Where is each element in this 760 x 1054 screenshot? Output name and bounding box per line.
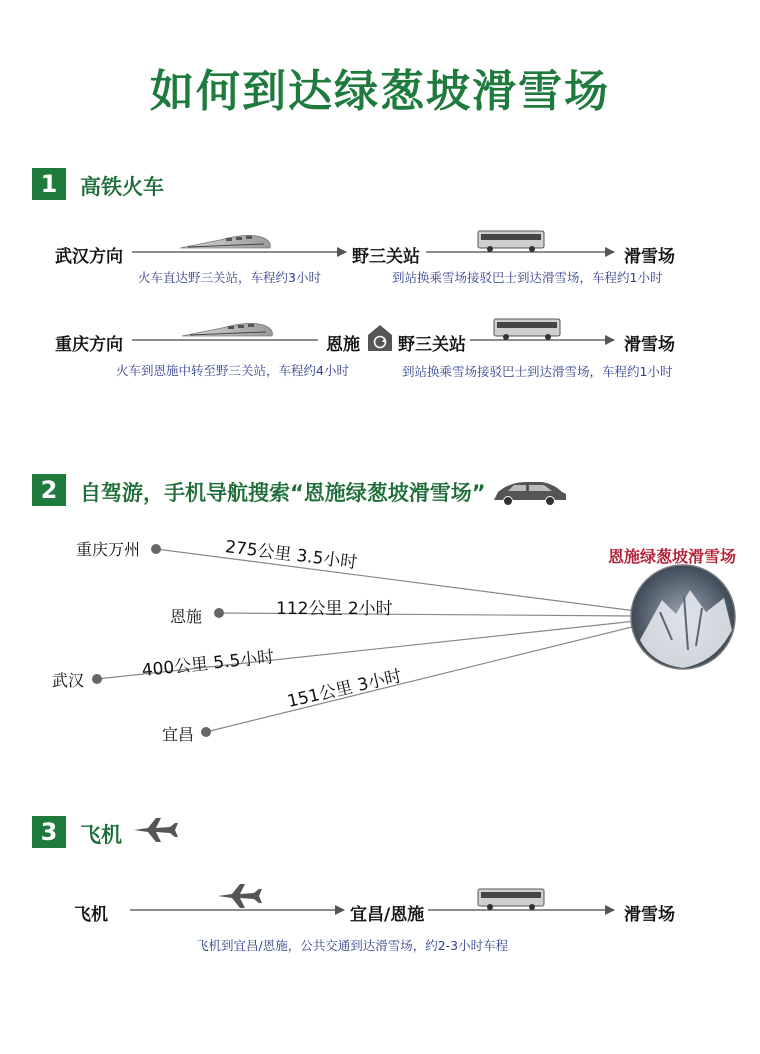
route1-stop: 野三关站: [352, 247, 420, 267]
route1-train-note: 火车直达野三关站，车程约3小时: [138, 270, 321, 285]
route2-train-note: 火车到恩施中转至野三关站，车程约4小时: [116, 363, 349, 378]
origin-dot: [214, 608, 224, 618]
route2-stop: 野三关站: [398, 335, 466, 355]
plane-dest: 滑雪场: [624, 905, 675, 925]
plane-origin: 飞机: [74, 905, 108, 925]
section-2-number: 2: [32, 474, 66, 506]
route2-dest: 滑雪场: [624, 335, 675, 355]
transfer-station-icon: [368, 325, 392, 351]
car-icon: [494, 482, 566, 506]
bus-icon: [478, 889, 544, 910]
distance-label: 151公里 3小时: [285, 666, 404, 712]
bus-icon: [494, 319, 560, 340]
section-3-title: 飞机: [80, 823, 122, 847]
origin-dot: [151, 544, 161, 554]
route1-origin: 武汉方向: [55, 247, 123, 267]
origin-dot: [201, 727, 211, 737]
origin-label: 武汉: [52, 671, 85, 690]
section-2-title: 自驾游，手机导航搜索“恩施绿葱坡滑雪场”: [80, 481, 486, 505]
route1-dest: 滑雪场: [624, 247, 675, 267]
train-icon: [182, 323, 272, 336]
route2-transfer: 恩施: [326, 335, 360, 355]
origin-dot: [92, 674, 102, 684]
page-title: 如何到达绿葱坡滑雪场: [150, 66, 610, 117]
route2-origin: 重庆方向: [55, 335, 123, 355]
origin-label: 重庆万州: [76, 540, 141, 559]
route1-bus-note: 到站换乘雪场接驳巴士到达滑雪场，车程约1小时: [392, 270, 663, 285]
distance-label: 112公里 2小时: [276, 599, 393, 619]
plane-icon: [134, 818, 178, 842]
section-1-title: 高铁火车: [80, 175, 164, 199]
origin-label: 宜昌: [162, 725, 195, 744]
plane-icon: [218, 884, 262, 908]
bus-icon: [478, 231, 544, 252]
section-1-number: 1: [32, 168, 66, 200]
train-icon: [180, 235, 270, 248]
route2-bus-note: 到站换乘雪场接驳巴士到达滑雪场，车程约1小时: [402, 364, 673, 379]
section-3-number: 3: [32, 816, 66, 848]
plane-stop: 宜昌/恩施: [350, 905, 425, 925]
distance-label: 275公里 3.5小时: [224, 537, 359, 574]
origin-label: 恩施: [170, 607, 203, 626]
distance-label: 400公里 5.5小时: [140, 647, 276, 681]
route-line-wanzhou: [156, 549, 636, 611]
plane-note: 飞机到宜昌/恩施，公共交通到达滑雪场，约2-3小时车程: [196, 938, 509, 953]
destination-label: 恩施绿葱坡滑雪场: [608, 547, 737, 566]
ski-resort-image: [631, 565, 735, 669]
